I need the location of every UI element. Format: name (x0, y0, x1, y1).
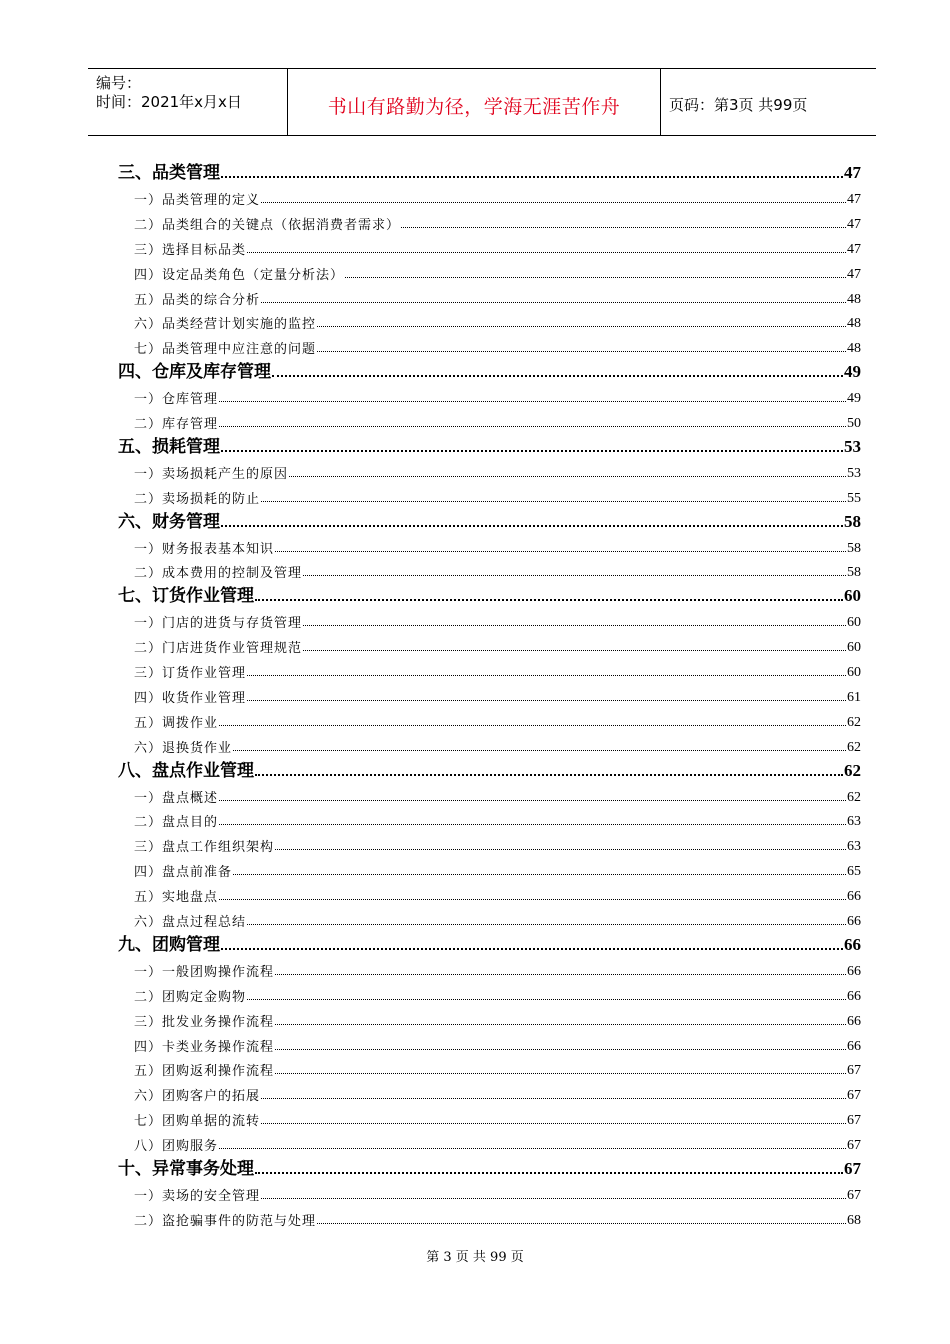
toc-entry-label: 五）调拨作业 (134, 715, 219, 731)
toc-entry-page-number: 47 (847, 241, 861, 257)
toc-dot-leader (317, 351, 846, 352)
toc-dot-leader (303, 625, 846, 626)
header-motto: 书山有路勤为径，学海无涯苦作舟 (327, 96, 621, 118)
toc-dot-leader (275, 551, 846, 552)
toc-section-entry[interactable] (0, 880, 861, 905)
toc-section-entry[interactable] (0, 1204, 861, 1229)
toc-dot-leader (261, 1123, 846, 1124)
toc-entry-label: 八、盘点作业管理 (118, 760, 254, 781)
toc-dot-leader (221, 525, 843, 527)
toc-dot-leader (221, 450, 843, 452)
toc-entry-label: 六）退换货作业 (134, 740, 233, 756)
toc-dot-leader (261, 1198, 846, 1199)
toc-chapter-entry[interactable] (0, 581, 861, 606)
header-page-cell (661, 69, 876, 135)
toc-entry-page-number: 66 (847, 988, 861, 1004)
toc-entry-page-number: 61 (847, 689, 861, 705)
toc-section-entry[interactable] (0, 781, 861, 806)
toc-entry-label: 十、异常事务处理 (118, 1159, 254, 1179)
toc-entry-label: 五、损耗管理 (118, 436, 220, 457)
toc-section-entry[interactable] (0, 681, 861, 706)
toc-entry-label: 三）盘点工作组织架构 (134, 840, 275, 856)
toc-dot-leader (275, 849, 846, 850)
toc-entry-label: 一）财务报表基本知识 (134, 541, 275, 557)
toc-entry-page-number: 67 (847, 1138, 861, 1154)
toc-entry-label: 一）卖场的安全管理 (134, 1188, 261, 1204)
toc-dot-leader (247, 675, 846, 676)
toc-entry-label: 一）门店的进货与存货管理 (134, 616, 303, 632)
toc-section-entry[interactable] (0, 905, 861, 930)
toc-dot-leader (247, 252, 846, 253)
toc-section-entry[interactable] (0, 332, 861, 357)
toc-entry-page-number: 47 (847, 191, 861, 207)
toc-section-entry[interactable] (0, 1079, 861, 1104)
toc-dot-leader (219, 426, 846, 427)
toc-entry-label: 二）库存管理 (134, 417, 219, 432)
toc-chapter-entry[interactable] (0, 1154, 861, 1179)
toc-dot-leader (261, 302, 846, 303)
toc-entry-label: 二）团购定金购物 (134, 989, 247, 1005)
toc-dot-leader (275, 974, 846, 975)
toc-entry-page-number: 63 (847, 814, 861, 830)
toc-dot-leader (247, 999, 846, 1000)
toc-dot-leader (219, 401, 846, 402)
toc-entry-label: 二）盗抢骗事件的防范与处理 (134, 1213, 317, 1229)
toc-entry-page-number: 48 (847, 291, 861, 307)
toc-entry-label: 七、订货作业管理 (118, 586, 254, 607)
toc-section-entry[interactable] (0, 805, 861, 830)
toc-entry-page-number: 48 (847, 341, 861, 357)
toc-section-entry[interactable] (0, 980, 861, 1005)
toc-section-entry[interactable] (0, 532, 861, 557)
toc-section-entry[interactable] (0, 258, 861, 283)
toc-entry-label: 四）盘点前准备 (134, 865, 233, 881)
toc-chapter-entry[interactable] (0, 930, 861, 955)
toc-dot-leader (247, 700, 846, 701)
toc-dot-leader (275, 1049, 846, 1050)
toc-entry-page-number: 66 (847, 963, 861, 979)
toc-section-entry[interactable] (0, 208, 861, 233)
toc-entry-label: 七）品类管理中应注意的问题 (134, 342, 317, 358)
toc-entry-page-number: 58 (847, 565, 861, 581)
header-motto-cell (288, 69, 661, 135)
toc-dot-leader (261, 202, 846, 203)
toc-entry-page-number: 60 (844, 586, 861, 606)
toc-entry-page-number: 49 (847, 391, 861, 407)
toc-dot-leader (255, 774, 843, 776)
toc-section-entry[interactable] (0, 731, 861, 756)
toc-entry-page-number: 67 (847, 1063, 861, 1079)
toc-entry-label: 三）选择目标品类 (134, 242, 247, 258)
toc-dot-leader (219, 899, 846, 900)
toc-dot-leader (261, 501, 846, 502)
document-time-label: 时间：2021年x月x日 (96, 93, 242, 111)
toc-entry-label: 二）卖场损耗的防止 (134, 491, 261, 507)
toc-section-entry[interactable] (0, 855, 861, 880)
toc-entry-label: 二）品类组合的关键点（依据消费者需求） (134, 217, 401, 233)
toc-entry-label: 九、团购管理 (118, 934, 220, 955)
toc-entry-page-number: 62 (847, 739, 861, 755)
toc-chapter-entry[interactable] (0, 756, 861, 781)
toc-entry-label: 一）仓库管理 (134, 392, 219, 408)
toc-entry-page-number: 53 (844, 436, 861, 456)
toc-dot-leader (233, 874, 846, 875)
toc-dot-leader (303, 650, 846, 651)
toc-entry-page-number: 66 (847, 1038, 861, 1054)
toc-entry-label: 二）盘点目的 (134, 815, 219, 831)
toc-entry-label: 六）团购客户的拓展 (134, 1089, 261, 1105)
toc-dot-leader (219, 824, 846, 825)
toc-entry-page-number: 67 (847, 1113, 861, 1129)
toc-dot-leader (317, 1223, 846, 1224)
toc-dot-leader (275, 1024, 846, 1025)
toc-dot-leader (275, 1073, 846, 1074)
toc-entry-label: 六、财务管理 (118, 511, 220, 532)
toc-section-entry[interactable] (0, 407, 861, 432)
toc-entry-page-number: 53 (847, 465, 861, 481)
page-footer: 第 3 页 共 99 页 (426, 1250, 524, 1265)
toc-entry-page-number: 47 (847, 216, 861, 232)
toc-chapter-entry[interactable] (0, 158, 861, 183)
toc-dot-leader (219, 725, 846, 726)
toc-section-entry[interactable] (0, 457, 861, 482)
toc-entry-page-number: 67 (847, 1187, 861, 1203)
toc-entry-label: 三）订货作业管理 (134, 666, 247, 681)
toc-dot-leader (219, 1148, 846, 1149)
toc-entry-page-number: 68 (847, 1212, 861, 1228)
page-header (88, 68, 876, 136)
toc-dot-leader (255, 599, 843, 601)
toc-entry-label: 五）实地盘点 (134, 890, 219, 906)
document-number-label: 编号： (96, 74, 142, 92)
toc-dot-leader (401, 227, 846, 228)
toc-entry-page-number: 58 (844, 511, 861, 531)
toc-dot-leader (272, 375, 843, 377)
toc-entry-page-number: 49 (844, 362, 861, 382)
toc-section-entry[interactable] (0, 830, 861, 855)
toc-entry-page-number: 50 (847, 416, 861, 431)
toc-entry-label: 一）卖场损耗产生的原因 (134, 466, 289, 482)
toc-entry-page-number: 66 (847, 889, 861, 905)
toc-entry-label: 三、品类管理 (118, 163, 220, 183)
toc-section-entry[interactable] (0, 283, 861, 308)
toc-entry-label: 一）品类管理的定义 (134, 192, 261, 208)
toc-entry-page-number: 62 (847, 714, 861, 730)
toc-entry-page-number: 48 (847, 316, 861, 332)
toc-section-entry[interactable] (0, 556, 861, 581)
toc-section-entry[interactable] (0, 606, 861, 631)
toc-section-entry[interactable] (0, 955, 861, 980)
toc-chapter-entry[interactable] (0, 432, 861, 457)
toc-entry-page-number: 58 (847, 540, 861, 556)
toc-entry-label: 二）门店进货作业管理规范 (134, 641, 303, 657)
header-page-info: 页码：第3页 共99页 (669, 96, 808, 114)
toc-dot-leader (219, 800, 846, 801)
toc-dot-leader (261, 1098, 846, 1099)
toc-entry-label: 七）团购单据的流转 (134, 1114, 261, 1130)
toc-section-entry[interactable] (0, 631, 861, 656)
toc-dot-leader (317, 326, 846, 327)
toc-entry-page-number: 55 (847, 490, 861, 506)
toc-entry-label: 四）卡类业务操作流程 (134, 1039, 275, 1055)
toc-dot-leader (221, 948, 843, 950)
toc-dot-leader (345, 277, 846, 278)
toc-section-entry[interactable] (0, 183, 861, 208)
toc-entry-page-number: 63 (847, 839, 861, 855)
toc-section-entry[interactable] (0, 482, 861, 507)
toc-section-entry[interactable] (0, 1104, 861, 1129)
toc-dot-leader (233, 750, 846, 751)
toc-section-entry[interactable] (0, 307, 861, 332)
toc-section-entry[interactable] (0, 1054, 861, 1079)
toc-entry-page-number: 66 (844, 934, 861, 954)
toc-entry-label: 一）盘点概述 (134, 790, 219, 806)
toc-entry-page-number: 62 (844, 760, 861, 780)
toc-dot-leader (221, 176, 843, 178)
toc-section-entry[interactable] (0, 1030, 861, 1055)
toc-dot-leader (289, 476, 846, 477)
toc-section-entry[interactable] (0, 233, 861, 258)
toc-entry-label: 二）成本费用的控制及管理 (134, 566, 303, 582)
toc-entry-label: 四）收货作业管理 (134, 690, 247, 706)
toc-entry-page-number: 60 (847, 615, 861, 631)
toc-section-entry[interactable] (0, 706, 861, 731)
toc-chapter-entry[interactable] (0, 507, 861, 532)
toc-entry-label: 一）一般团购操作流程 (134, 964, 275, 980)
toc-entry-label: 三）批发业务操作流程 (134, 1014, 275, 1030)
toc-section-entry[interactable] (0, 1129, 861, 1154)
toc-section-entry[interactable] (0, 656, 861, 681)
toc-entry-page-number: 60 (847, 665, 861, 680)
toc-entry-label: 四、仓库及库存管理 (118, 362, 271, 383)
toc-entry-page-number: 62 (847, 789, 861, 805)
toc-entry-page-number: 60 (847, 640, 861, 656)
toc-entry-page-number: 47 (844, 163, 861, 182)
toc-dot-leader (255, 1172, 843, 1174)
toc-entry-label: 六）品类经营计划实施的监控 (134, 317, 317, 333)
toc-dot-leader (303, 575, 846, 576)
toc-entry-label: 五）品类的综合分析 (134, 292, 261, 308)
toc-entry-page-number: 65 (847, 864, 861, 880)
toc-entry-page-number: 66 (847, 1013, 861, 1029)
toc-dot-leader (247, 924, 846, 925)
toc-entry-page-number: 67 (844, 1159, 861, 1178)
toc-entry-label: 五）团购返利操作流程 (134, 1064, 275, 1080)
toc-entry-page-number: 47 (847, 266, 861, 282)
toc-chapter-entry[interactable] (0, 357, 861, 382)
toc-section-entry[interactable] (0, 1005, 861, 1030)
header-meta-cell (88, 69, 288, 135)
toc-entry-label: 四）设定品类角色（定量分析法） (134, 267, 345, 283)
toc-entry-label: 六）盘点过程总结 (134, 915, 247, 930)
toc-entry-page-number: 66 (847, 914, 861, 929)
toc-entry-label: 八）团购服务 (134, 1139, 219, 1155)
toc-section-entry[interactable] (0, 382, 861, 407)
toc-entry-page-number: 67 (847, 1088, 861, 1104)
toc-section-entry[interactable] (0, 1179, 861, 1204)
